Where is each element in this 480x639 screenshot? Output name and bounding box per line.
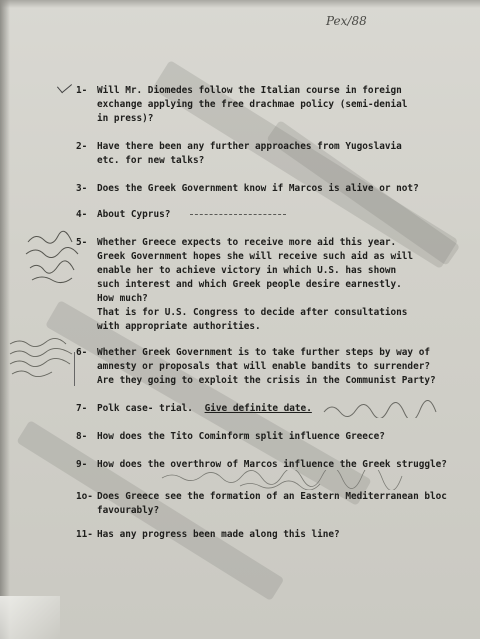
question-text: Polk case- trial. [97, 403, 193, 414]
paper-edge-left [0, 0, 10, 639]
answer-line: with appropriate authorities. [97, 321, 261, 332]
question-line: Whether Greece expects to receive more aid this year. [97, 237, 397, 248]
paper-corner [0, 596, 60, 639]
question-number: 7- [76, 403, 88, 414]
handwritten-margin-note-q5 [22, 228, 84, 288]
answer-line: such interest and which Greek people desire earnestly. [97, 279, 402, 290]
question-line: exchange applying the free drachmae policy (semi-denial [97, 99, 408, 110]
question-number: 4- [76, 209, 88, 220]
question-number: 9- [76, 459, 88, 470]
question-number: 3- [76, 183, 88, 194]
question-line: Have there been any further approaches from Yugoslavia [97, 141, 402, 152]
question-line: Will Mr. Diomedes follow the Italian course in foreign [97, 85, 402, 96]
question-line: How does the overthrow of Marcos influence the Greek struggle? [97, 459, 447, 470]
question-line: etc. for new talks? [97, 155, 205, 166]
question-line: Does the Greek Government know if Marcos is alive or not? [97, 183, 419, 194]
question-line [97, 402, 312, 416]
question-number: 1o- [76, 491, 93, 502]
question-number: 2- [76, 141, 88, 152]
question-number: 8- [76, 431, 88, 442]
answer-line: That is for U.S. Congress to decide after consultations [97, 307, 408, 318]
handwritten-margin-note-q6 [6, 336, 82, 382]
question-number: 11- [76, 529, 93, 540]
question-line: in press)? [97, 113, 154, 124]
question-line: Whether Greek Government is to take further steps by way of [97, 347, 431, 358]
margin-bracket [74, 352, 75, 386]
handwritten-dash-line [190, 214, 286, 215]
question-line: amnesty or proposals that will enable bandits to surrender? [97, 361, 431, 372]
question-number: 5- [76, 237, 88, 248]
handwritten-note-q9 [160, 470, 420, 490]
question-line: Has any progress been made along this line? [97, 529, 340, 540]
answer-line: enable her to achieve victory in which U.S. has shown [97, 265, 397, 276]
handwritten-note-q7 [322, 400, 442, 418]
question-number: 6- [76, 347, 88, 358]
question-line: About Cyprus? [97, 209, 171, 220]
question-number: 1- [76, 85, 88, 96]
question-line: How much? [97, 293, 148, 304]
question-line: Are they going to exploit the crisis in the Communist Party? [97, 375, 436, 386]
answer-line: Greek Government hopes she will receive such aid as will [97, 251, 414, 262]
question-line: How does the Tito Cominform split influence Greece? [97, 431, 385, 442]
handwritten-tick-mark [57, 79, 72, 93]
question-line: favourably? [97, 505, 160, 516]
underlined-instruction: Give definite date. [204, 403, 312, 414]
page-number: Pex/88 [326, 14, 367, 28]
paper-edge-top [0, 0, 480, 8]
question-line: Does Greece see the formation of an Eastern Mediterranean bloc [97, 491, 447, 502]
